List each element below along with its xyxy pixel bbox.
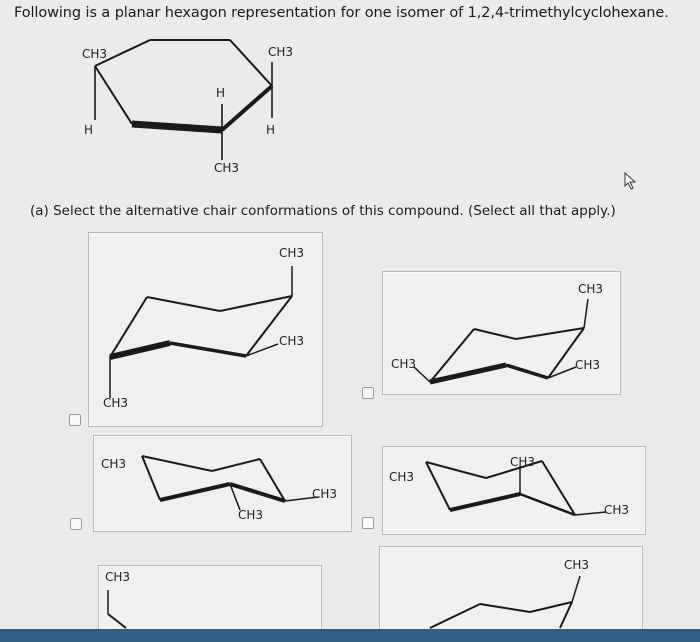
option-3-ch3-c: CH3 xyxy=(238,508,264,522)
option-4-ch3-b: CH3 xyxy=(510,455,536,469)
option-1-ch3-a: CH3 xyxy=(279,246,305,260)
hex-h-middle: H xyxy=(216,86,226,100)
option-6-ch3-a: CH3 xyxy=(564,558,590,572)
option-2-ch3-c: CH3 xyxy=(391,357,417,371)
hex-ch3-top-left: CH3 xyxy=(82,47,108,61)
option-4-ch3-c: CH3 xyxy=(604,503,630,517)
option-2-ch3-a: CH3 xyxy=(578,282,604,296)
question-intro: Following is a planar hexagon representation for one isomer of 1,2,4-trimethylcyclohexane. xyxy=(14,5,669,21)
hex-ch3-top-right: CH3 xyxy=(268,45,294,59)
option-3-ch3-a: CH3 xyxy=(101,457,127,471)
option-1-ch3-c: CH3 xyxy=(103,396,129,410)
hex-ch3-bottom: CH3 xyxy=(214,161,240,175)
part-a-instruction: (a) Select the alternative chair conformations of this compound. (Select all that apply.) xyxy=(30,203,616,219)
option-4-ch3-a: CH3 xyxy=(389,470,415,484)
bottom-toolbar xyxy=(0,629,700,642)
option-3-ch3-b: CH3 xyxy=(312,487,338,501)
hex-h-right: H xyxy=(266,123,276,137)
hex-h-left: H xyxy=(84,123,94,137)
option-1-ch3-b: CH3 xyxy=(279,334,305,348)
option-5-ch3-a: CH3 xyxy=(105,570,131,584)
option-2-ch3-b: CH3 xyxy=(575,358,601,372)
